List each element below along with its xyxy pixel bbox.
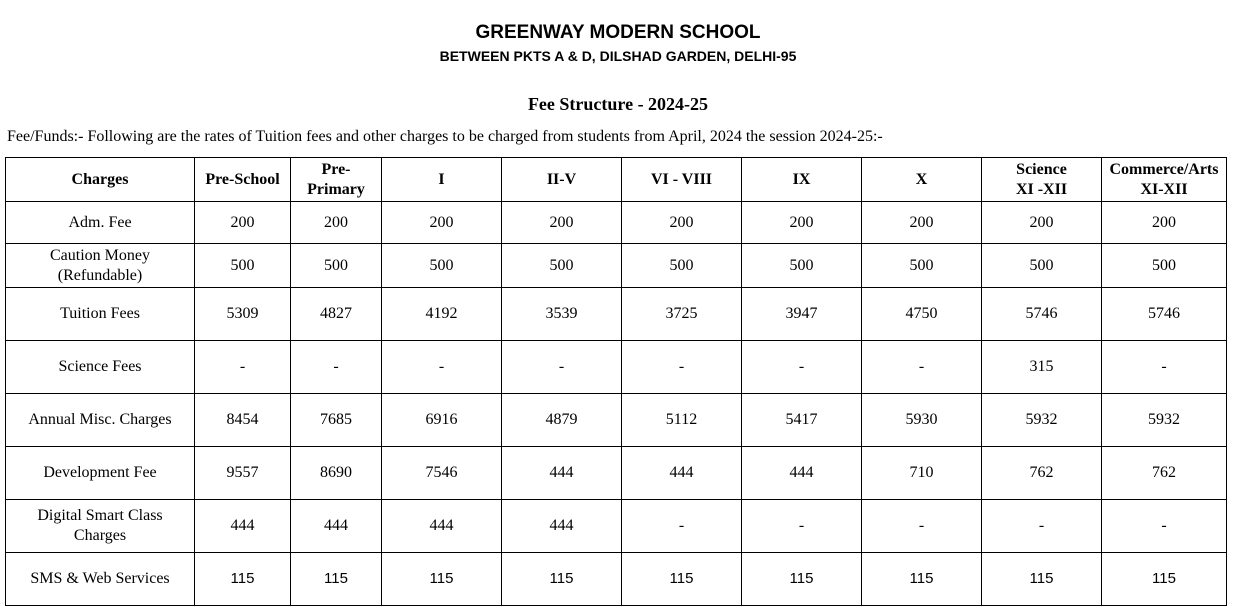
table-cell: 4750 <box>862 288 982 341</box>
table-cell: 762 <box>982 447 1102 500</box>
school-name: GREENWAY MODERN SCHOOL <box>475 22 761 43</box>
table-cell: 200 <box>502 202 622 244</box>
row-label: Development Fee <box>6 447 195 500</box>
table-cell: - <box>382 341 502 394</box>
table-cell: 115 <box>622 553 742 606</box>
table-cell: 200 <box>862 202 982 244</box>
table-cell: - <box>291 341 382 394</box>
table-cell: 500 <box>982 244 1102 288</box>
table-cell: 444 <box>195 500 291 553</box>
table-cell: 200 <box>982 202 1102 244</box>
school-address: BETWEEN PKTS A & D, DILSHAD GARDEN, DELHI-95 <box>439 48 797 64</box>
table-cell: - <box>622 341 742 394</box>
table-cell: 444 <box>291 500 382 553</box>
table-cell: 115 <box>502 553 622 606</box>
table-cell: 115 <box>862 553 982 606</box>
table-cell: 9557 <box>195 447 291 500</box>
row-label: Adm. Fee <box>6 202 195 244</box>
table-cell: 444 <box>502 500 622 553</box>
table-cell: - <box>622 500 742 553</box>
table-row <box>6 553 1227 606</box>
column-header: II-V <box>502 158 622 202</box>
table-cell: 444 <box>742 447 862 500</box>
table-cell: 5932 <box>1102 394 1227 447</box>
table-cell: 200 <box>382 202 502 244</box>
table-row <box>6 394 1227 447</box>
table-row <box>6 447 1227 500</box>
table-cell: 444 <box>502 447 622 500</box>
table-cell: 200 <box>291 202 382 244</box>
table-cell: 5112 <box>622 394 742 447</box>
table-cell: 500 <box>1102 244 1227 288</box>
column-header: Commerce/Arts XI-XII <box>1102 158 1227 202</box>
header-row <box>6 158 1227 202</box>
table-cell: 3725 <box>622 288 742 341</box>
column-header: Science XI -XII <box>982 158 1102 202</box>
table-cell: 115 <box>291 553 382 606</box>
table-row <box>6 288 1227 341</box>
table-cell: 6916 <box>382 394 502 447</box>
table-cell: - <box>1102 500 1227 553</box>
table-cell: 5746 <box>1102 288 1227 341</box>
fee-table <box>5 157 1227 606</box>
column-header: Pre- Primary <box>291 158 382 202</box>
table-cell: 8690 <box>291 447 382 500</box>
row-label: Annual Misc. Charges <box>6 394 195 447</box>
table-cell: 444 <box>382 500 502 553</box>
table-cell: - <box>862 341 982 394</box>
table-cell: 4827 <box>291 288 382 341</box>
table-cell: 115 <box>742 553 862 606</box>
table-cell: 200 <box>622 202 742 244</box>
table-cell: - <box>1102 341 1227 394</box>
table-cell: 5309 <box>195 288 291 341</box>
row-label: Tuition Fees <box>6 288 195 341</box>
table-cell: 500 <box>622 244 742 288</box>
table-cell: - <box>742 341 862 394</box>
table-row <box>6 500 1227 553</box>
table-cell: 5932 <box>982 394 1102 447</box>
table-cell: 115 <box>382 553 502 606</box>
column-header: Charges <box>6 158 195 202</box>
row-label: SMS & Web Services <box>6 553 195 606</box>
column-header: VI - VIII <box>622 158 742 202</box>
table-cell: - <box>502 341 622 394</box>
table-cell: 4879 <box>502 394 622 447</box>
table-row <box>6 202 1227 244</box>
table-cell: - <box>982 500 1102 553</box>
table-cell: 762 <box>1102 447 1227 500</box>
table-cell: - <box>742 500 862 553</box>
table-cell: 200 <box>1102 202 1227 244</box>
table-cell: 4192 <box>382 288 502 341</box>
fee-structure-title: Fee Structure - 2024-25 <box>527 94 709 114</box>
table-cell: 7546 <box>382 447 502 500</box>
table-cell: 3947 <box>742 288 862 341</box>
table-cell: 500 <box>195 244 291 288</box>
table-cell: 3539 <box>502 288 622 341</box>
row-label: Caution Money (Refundable) <box>6 244 195 288</box>
table-cell: 115 <box>195 553 291 606</box>
table-cell: 115 <box>1102 553 1227 606</box>
table-cell: 500 <box>291 244 382 288</box>
table-cell: 200 <box>742 202 862 244</box>
column-header: IX <box>742 158 862 202</box>
table-cell: - <box>862 500 982 553</box>
table-cell: 444 <box>622 447 742 500</box>
table-cell: 200 <box>195 202 291 244</box>
column-header: X <box>862 158 982 202</box>
column-header: I <box>382 158 502 202</box>
column-header: Pre-School <box>195 158 291 202</box>
intro-text: Fee/Funds:- Following are the rates of Tuition fees and other charges to be charged from students from April, 2024 the session 2024-25:- <box>7 128 883 145</box>
table-cell: 115 <box>982 553 1102 606</box>
table-cell: 500 <box>502 244 622 288</box>
table-cell: 710 <box>862 447 982 500</box>
table-row <box>6 244 1227 288</box>
table-cell: 5746 <box>982 288 1102 341</box>
table-cell: 500 <box>742 244 862 288</box>
table-cell: - <box>195 341 291 394</box>
row-label: Digital Smart Class Charges <box>6 500 195 553</box>
table-cell: 5930 <box>862 394 982 447</box>
table-cell: 500 <box>862 244 982 288</box>
row-label: Science Fees <box>6 341 195 394</box>
table-cell: 8454 <box>195 394 291 447</box>
table-cell: 7685 <box>291 394 382 447</box>
table-cell: 500 <box>382 244 502 288</box>
table-cell: 5417 <box>742 394 862 447</box>
table-cell: 315 <box>982 341 1102 394</box>
table-row <box>6 341 1227 394</box>
